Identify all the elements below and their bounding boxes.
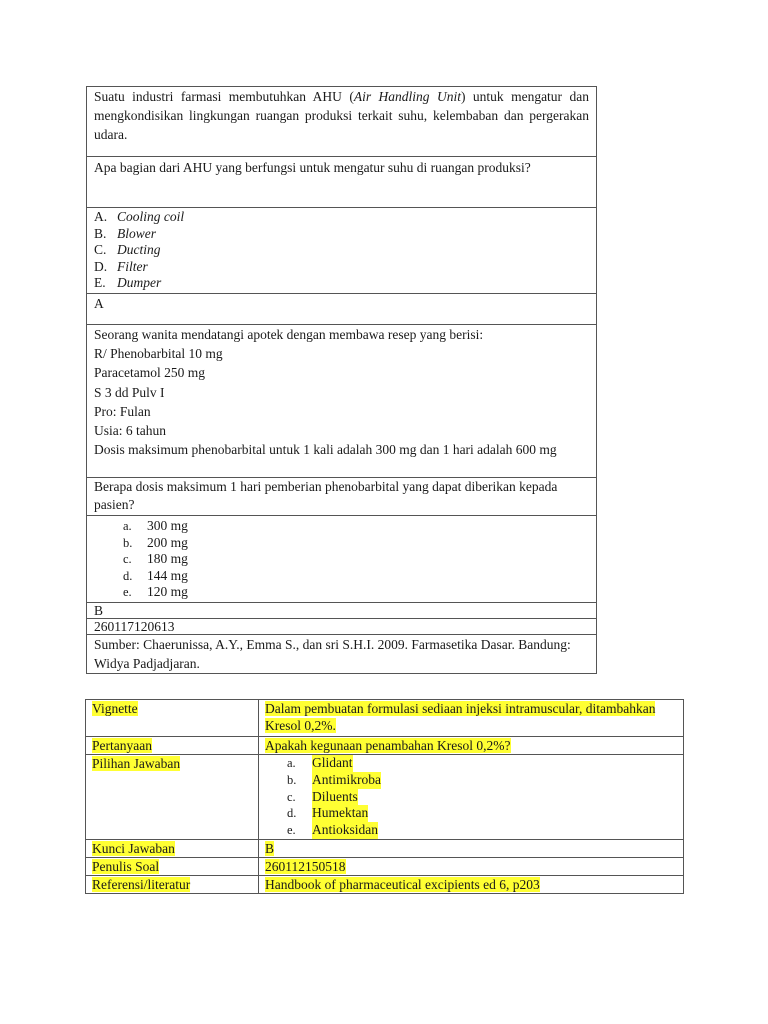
question-table-2 bbox=[85, 699, 684, 894]
option-item: C. Ducting bbox=[94, 242, 161, 257]
reference-value: Handbook of pharmaceutical excipients ed 6, p203 bbox=[259, 876, 684, 894]
options-cell bbox=[87, 208, 597, 294]
option-item: d. 144 mg bbox=[123, 567, 188, 583]
question-table-1 bbox=[86, 86, 597, 674]
options-list-2 bbox=[94, 518, 589, 601]
case-line: S 3 dd Pulv I bbox=[94, 384, 165, 400]
option-item: c. Diluents bbox=[287, 788, 358, 804]
option-item: d. Humektan bbox=[287, 805, 369, 821]
case-line: Pro: Fulan bbox=[94, 403, 151, 419]
question-cell: Apa bagian dari AHU yang berfungsi untuk mengatur suhu di ruangan produksi? bbox=[87, 157, 597, 208]
case-line: Paracetamol 250 mg bbox=[94, 365, 205, 381]
vignette-cell bbox=[87, 87, 597, 157]
source-cell: Sumber: Chaerunissa, A.Y., Emma S., dan sri S.H.I. 2009. Farmasetika Dasar. Bandung: Widya Padjadjaran. bbox=[87, 635, 597, 674]
option-item: a. Glidant bbox=[287, 755, 353, 770]
vignette-text-italic: Air Handling Unit bbox=[353, 89, 461, 104]
vignette-text-pre: Suatu industri farmasi membutuhkan AHU ( bbox=[94, 89, 354, 104]
option-item: B. Blower bbox=[94, 225, 156, 241]
question-cell-2: Berapa dosis maksimum 1 hari pemberian phenobarbital yang dapat diberikan kepada pasien? bbox=[87, 478, 597, 516]
question-value: Apakah kegunaan penambahan Kresol 0,2%? bbox=[259, 737, 684, 755]
option-item: c. 180 mg bbox=[123, 551, 188, 566]
label-vignette: Vignette bbox=[86, 700, 259, 737]
vignette-value: Dalam pembuatan formulasi sediaan injeksi intramuscular, ditambahkan Kresol 0,2%. bbox=[259, 700, 684, 737]
option-item: A. Cooling coil bbox=[94, 209, 185, 224]
answer-cell: A bbox=[87, 294, 597, 325]
option-item: D. Filter bbox=[94, 258, 148, 274]
options-value bbox=[259, 755, 684, 840]
option-item: a. 300 mg bbox=[123, 518, 188, 533]
label-question: Pertanyaan bbox=[86, 737, 259, 755]
options-cell-2 bbox=[87, 516, 597, 603]
option-item: b. Antimikroba bbox=[287, 771, 381, 787]
label-author: Penulis Soal bbox=[86, 858, 259, 876]
case-line: Usia: 6 tahun bbox=[94, 423, 166, 439]
case-line: R/ Phenobarbital 10 mg bbox=[94, 346, 223, 362]
dose-text: Dosis maksimum phenobarbital untuk 1 kali adalah 300 mg dan 1 hari adalah 600 mg bbox=[94, 442, 557, 458]
options-list-3 bbox=[265, 755, 677, 839]
option-item: E. Dumper bbox=[94, 275, 162, 290]
label-options: Pilihan Jawaban bbox=[86, 755, 259, 840]
vignette-text-post: ) untuk mengatur dan mengkondisikan lingkungan ruangan produksi terkait suhu, kelembaban dan pergerakan udara. bbox=[94, 89, 589, 142]
option-item: b. 200 mg bbox=[123, 534, 188, 550]
options-list bbox=[94, 209, 589, 292]
option-item: e. 120 mg bbox=[123, 584, 188, 599]
answer-value: B bbox=[259, 840, 684, 858]
label-answer: Kunci Jawaban bbox=[86, 840, 259, 858]
author-id-cell: 260117120613 bbox=[87, 619, 597, 635]
case-cell bbox=[87, 325, 597, 478]
author-value: 260112150518 bbox=[259, 858, 684, 876]
option-item: e. Antioksidan bbox=[287, 822, 378, 838]
answer-cell-2: B bbox=[87, 603, 597, 619]
label-reference: Referensi/literatur bbox=[86, 876, 259, 894]
case-line: Seorang wanita mendatangi apotek dengan membawa resep yang berisi: bbox=[94, 327, 484, 342]
